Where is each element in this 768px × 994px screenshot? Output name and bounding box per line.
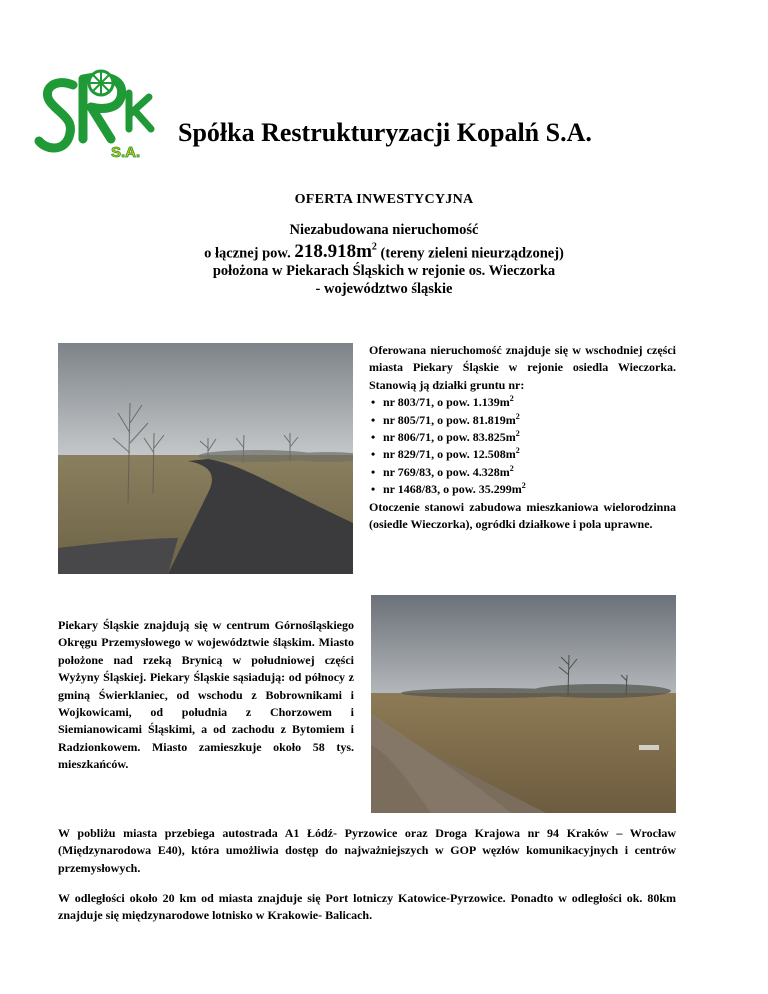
plot-text: nr 806/71, o pow. 83.825m bbox=[383, 430, 516, 445]
plot-list-item bbox=[383, 464, 676, 481]
headline-line-4: - województwo śląskie bbox=[315, 281, 453, 298]
plot-list-item bbox=[383, 412, 676, 429]
description-intro: Oferowana nieruchomość znajduje się w wschodniej części miasta Piekary Śląskie w rejonie osiedla Wieczorka. Stanowią ją działki gruntu nr: bbox=[369, 343, 676, 392]
plot-list-item bbox=[383, 481, 676, 498]
headline-line-3: położona w Piekarach Śląskich w rejonie os. Wieczorka bbox=[212, 263, 556, 280]
plot-list bbox=[369, 394, 676, 498]
plot-text: nr 803/71, o pow. 1.139m bbox=[383, 395, 510, 410]
city-info-paragraph: Piekary Śląskie znajdują się w centrum Górnośląskiego Okręgu Przemysłowego w województwie śląskim. Miasto położone nad rzeką Brynicą w południowej części Wyżyny Śląskiej. Piekary Śląskie sąsiadują: od północy z gminą Świerklaniec, od wschodu z Bobrownikami i Wojkowicami, od południa z Chorzowem i Siemianowicami Śląskimi, a od zachodu z Bytomiem i Radzionkowem. Miasto zamieszkuje około 58 tys. mieszkańców. bbox=[58, 618, 354, 772]
plot-unit-sup: 2 bbox=[521, 481, 526, 491]
property-headline bbox=[0, 221, 768, 298]
plot-unit-sup: 2 bbox=[509, 394, 514, 404]
property-description bbox=[369, 342, 676, 533]
plot-list-item bbox=[383, 446, 676, 463]
company-name: Spółka Restrukturyzacji Kopalń S.A. bbox=[178, 118, 592, 147]
plot-list-item bbox=[383, 429, 676, 446]
plot-unit-sup: 2 bbox=[515, 411, 520, 421]
offer-title: OFERTA INWESTYCYJNA bbox=[294, 192, 474, 207]
plot-text: nr 1468/83, o pow. 35.299m bbox=[383, 482, 522, 497]
headline-area-suffix: (tereny zieleni nieurządzonej) bbox=[380, 245, 564, 262]
transport-paragraph: W pobliżu miasta przebiega autostrada A1 Łódź- Pyrzowice oraz Droga Krajowa nr 94 Kraków – Wrocław (Międzynarodowa E40), która umożliwia dostęp do najważniejszych w GOP węzłów komunikacyjnych i centrów przemysłowych. bbox=[58, 826, 676, 875]
srk-logo-graphic bbox=[33, 57, 158, 167]
svg-text:S.A.: S.A. bbox=[111, 144, 141, 161]
property-photo-road bbox=[58, 343, 353, 574]
plot-text: nr 805/71, o pow. 81.819m bbox=[383, 412, 516, 427]
headline-area-value bbox=[294, 241, 377, 262]
description-surroundings: Otoczenie stanowi zabudowa mieszkaniowa wielorodzinna (osiedle Wieczorka), ogródki działkowe i pola uprawne. bbox=[369, 499, 676, 532]
headline-area-prefix: o łącznej pow. bbox=[204, 245, 291, 262]
plot-list-item bbox=[383, 394, 676, 411]
plot-unit-sup: 2 bbox=[509, 463, 514, 473]
plot-unit-sup: 2 bbox=[515, 429, 520, 439]
area-unit-sup: 2 bbox=[371, 242, 377, 253]
area-number: 218.918m bbox=[294, 241, 372, 263]
company-logo bbox=[33, 57, 158, 167]
headline-line-1: Niezabudowana nieruchomość bbox=[289, 222, 479, 238]
airports-paragraph: W odległości około 20 km od miasta znajduje się Port lotniczy Katowice-Pyrzowice. Ponadto w odległości ok. 80km znajduje się międzynarodowe lotnisko w Krakowie- Balicach. bbox=[58, 891, 676, 923]
headline-line-2 bbox=[0, 239, 768, 262]
plot-text: nr 769/83, o pow. 4.328m bbox=[383, 464, 510, 479]
property-photo-path bbox=[371, 595, 676, 813]
plot-unit-sup: 2 bbox=[515, 446, 520, 456]
plot-text: nr 829/71, o pow. 12.508m bbox=[383, 447, 516, 462]
